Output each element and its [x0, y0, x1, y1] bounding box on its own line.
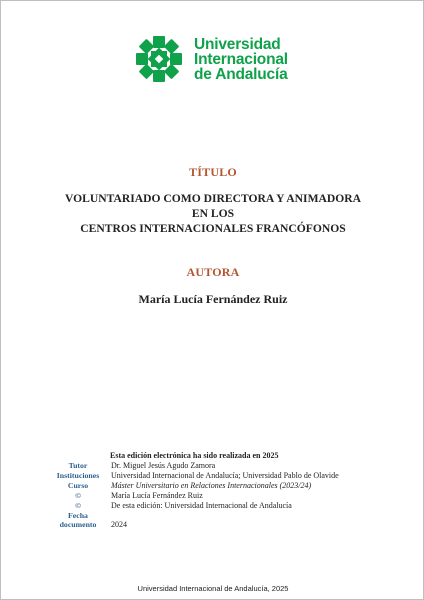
page-footer: Universidad Internacional de Andalucía, 2025 [137, 584, 289, 593]
metadata-row-fecha [1, 511, 424, 529]
logo-line-1: Universidad [194, 35, 281, 53]
logo-line-3: de Andalucía [194, 65, 288, 83]
metadata-label: Fecha documento [59, 511, 97, 529]
metadata-value: 2024 [111, 520, 127, 529]
metadata-label: © [75, 501, 81, 510]
logo-wordmark [194, 37, 288, 82]
document-title-line-1: VOLUNTARIADO COMO DIRECTORA Y ANIMADORA EN LOS [64, 192, 362, 220]
author-heading: AUTORA [186, 265, 240, 279]
document-title-line-2: CENTROS INTERNACIONALES FRANCÓFONOS [80, 222, 346, 235]
metadata-label: © [75, 491, 81, 500]
metadata-label: Instituciones [56, 471, 100, 480]
metadata-value: Máster Universitario en Relaciones Internacionales (2023/24) [111, 481, 312, 490]
title-heading: TÍTULO [189, 165, 237, 179]
metadata-value: Dr. Miguel Jesús Agudo Zamora [111, 461, 216, 470]
metadata-value: De esta edición: Universidad Internacional de Andalucía [111, 501, 292, 510]
author-name: María Lucía Fernández Ruiz [138, 292, 288, 306]
metadata-value: Universidad Internacional de Andalucía; Universidad Pablo de Olavide [111, 471, 339, 480]
document-title [61, 191, 365, 236]
logo-line-2: Internacional [194, 50, 288, 68]
metadata-label: Curso [67, 481, 89, 490]
university-logo [134, 34, 288, 84]
metadata-label: Tutor [68, 461, 88, 470]
metadata-value: María Lucía Fernández Ruiz [111, 491, 203, 500]
uia-star-icon [134, 34, 184, 84]
edition-note: Esta edición electrónica ha sido realizada en 2025 [110, 451, 279, 460]
